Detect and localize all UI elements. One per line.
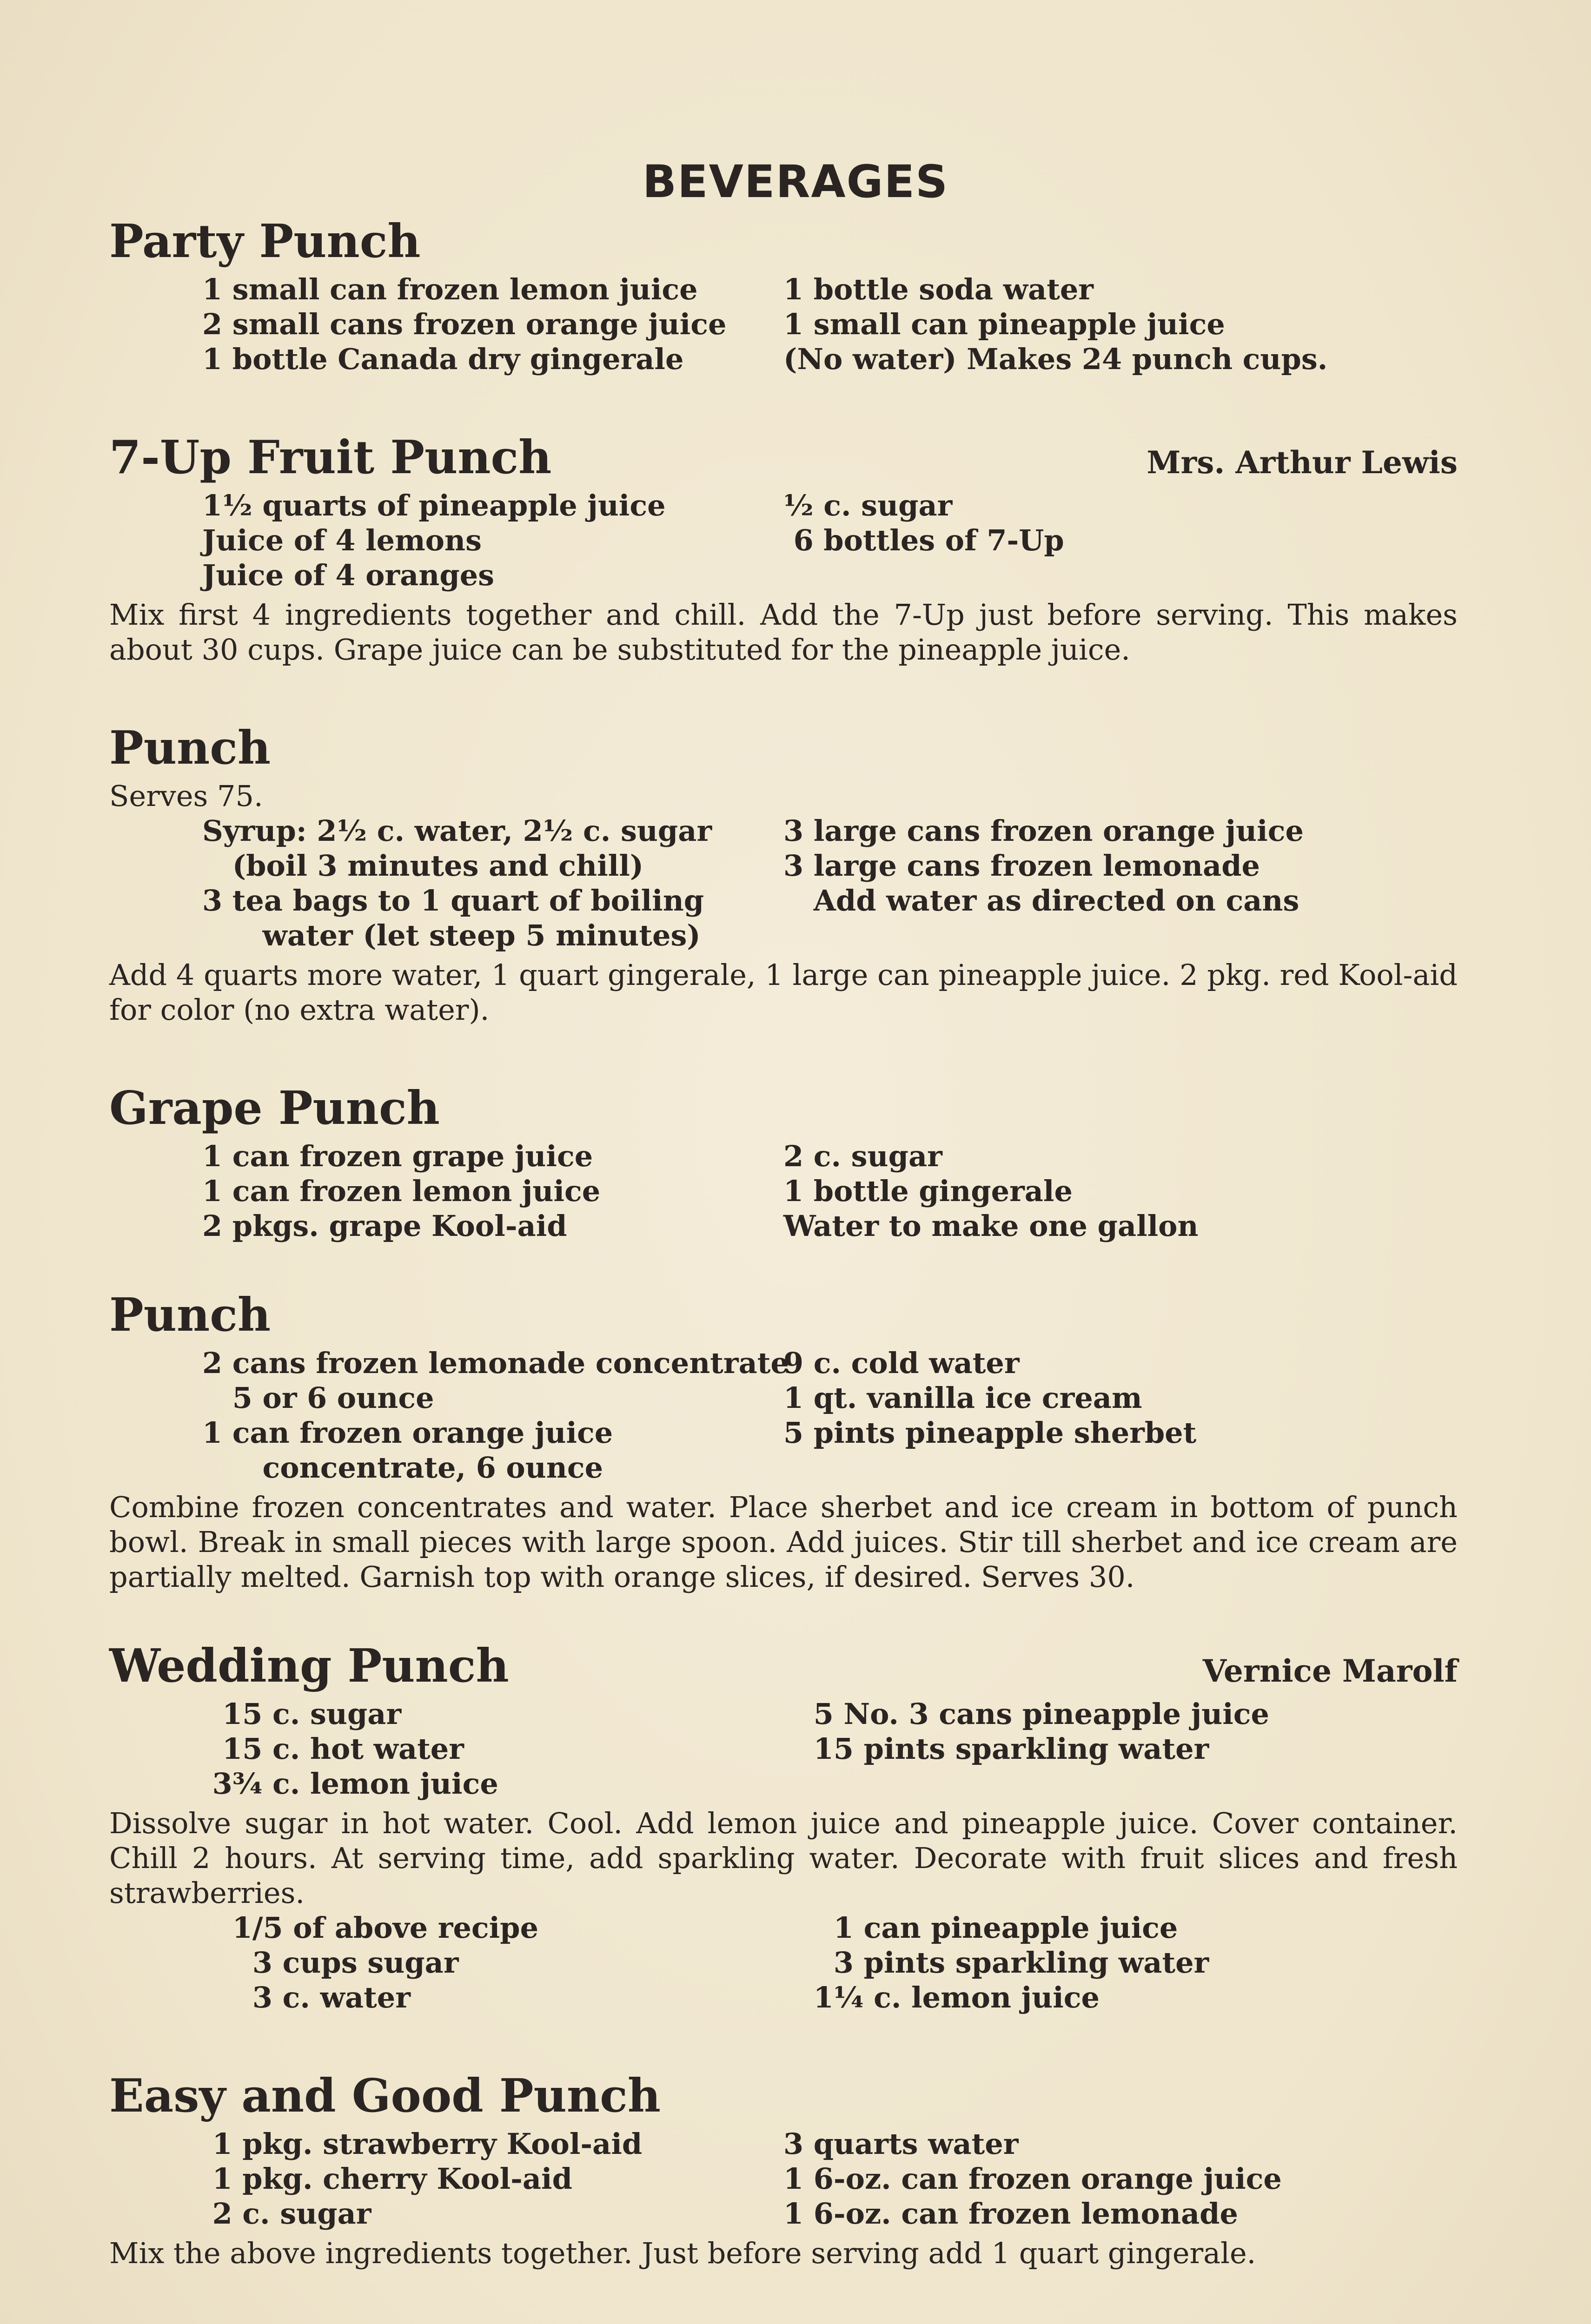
ingredient: 2 c. sugar bbox=[202, 2197, 371, 2231]
ingredient: 3 pints sparkling water bbox=[783, 1946, 1209, 1980]
recipe-title: Punch bbox=[109, 1288, 271, 1342]
recipe-directions: Combine frozen concentrates and water. Place sherbet and ice cream in bottom of punch bowl. Break in small pieces with large spoon. Add juices. Stir till sherbet and ice cream are partially melted. Garnish top with orange slices, if desired. Serves 30. bbox=[109, 1490, 1458, 1594]
recipe-title: 7-Up Fruit Punch bbox=[109, 431, 552, 484]
ingredient: 1 can frozen grape juice bbox=[202, 1139, 593, 1173]
ingredient: concentrate, 6 ounce bbox=[202, 1451, 603, 1485]
recipe-punch-serves-75 bbox=[109, 718, 1458, 1027]
ingredient: 3 tea bags to 1 quart of boiling bbox=[202, 884, 704, 918]
ingredient: Syrup: 2½ c. water, 2½ c. sugar bbox=[202, 814, 712, 848]
recipe-easy-and-good-punch bbox=[109, 2066, 1458, 2271]
ingredient: 9 c. cold water bbox=[783, 1346, 1020, 1380]
ingredient: 1 6-oz. can frozen orange juice bbox=[783, 2162, 1282, 2196]
ingredient: 1 can frozen orange juice bbox=[202, 1416, 613, 1450]
recipe-author: Vernice Marolf bbox=[1202, 1653, 1458, 1689]
ingredient: 15 c. sugar bbox=[202, 1697, 402, 1731]
ingredient: 2 c. sugar bbox=[783, 1139, 942, 1173]
ingredient: 5 or 6 ounce bbox=[202, 1381, 434, 1415]
ingredient: ½ c. sugar bbox=[783, 489, 953, 522]
ingredient: 3 c. water bbox=[202, 1981, 411, 2014]
ingredient: 1 bottle Canada dry gingerale bbox=[202, 342, 684, 376]
ingredient: water (let steep 5 minutes) bbox=[202, 918, 701, 952]
ingredient: 5 No. 3 cans pineapple juice bbox=[783, 1697, 1269, 1731]
recipe-list bbox=[109, 211, 1458, 2271]
recipe-party-punch bbox=[109, 211, 1458, 376]
ingredient: 1 qt. vanilla ice cream bbox=[783, 1381, 1142, 1415]
ingredient: Water to make one gallon bbox=[783, 1209, 1199, 1243]
ingredient: 1 bottle gingerale bbox=[783, 1174, 1073, 1208]
ingredient: (boil 3 minutes and chill) bbox=[202, 849, 644, 883]
recipe-directions: Mix the above ingredients together. Just before serving add 1 quart gingerale. bbox=[109, 2236, 1256, 2270]
ingredient: Juice of 4 lemons bbox=[202, 523, 482, 557]
ingredient: 1 small can pineapple juice bbox=[783, 307, 1225, 341]
recipe-directions: Dissolve sugar in hot water. Cool. Add lemon juice and pineapple juice. Cover container. Chill 2 hours. At serving time, add sparkling water. Decorate with fruit slices and fresh strawberries. bbox=[109, 1806, 1458, 1910]
recipe-directions: Add 4 quarts more water, 1 quart gingerale, 1 large can pineapple juice. 2 pkg. red Kool-aid for color (no extra water). bbox=[109, 958, 1458, 1027]
recipe-title: Easy and Good Punch bbox=[109, 2069, 661, 2123]
ingredient: 3 large cans frozen orange juice bbox=[783, 814, 1304, 848]
recipe-title: Grape Punch bbox=[109, 1082, 440, 1135]
ingredient: 1 pkg. cherry Kool-aid bbox=[202, 2162, 572, 2196]
recipe-punch-sherbet bbox=[109, 1285, 1458, 1594]
ingredient: Juice of 4 oranges bbox=[202, 558, 495, 592]
ingredient: 1 6-oz. can frozen lemonade bbox=[783, 2197, 1238, 2231]
section-heading: BEVERAGES bbox=[642, 156, 949, 208]
ingredient: 6 bottles of 7-Up bbox=[783, 523, 1064, 557]
ingredient: 1 can frozen lemon juice bbox=[202, 1174, 601, 1208]
ingredient: 1/5 of above recipe bbox=[202, 1911, 539, 1945]
ingredient-list bbox=[109, 1346, 1458, 1485]
ingredient: (No water) Makes 24 punch cups. bbox=[783, 342, 1328, 376]
ingredient-list bbox=[109, 1697, 1458, 1801]
ingredient: 3 cups sugar bbox=[202, 1946, 459, 1980]
ingredient-list bbox=[109, 272, 1458, 376]
ingredient: 15 c. hot water bbox=[202, 1732, 464, 1766]
ingredient: 3 quarts water bbox=[783, 2127, 1019, 2161]
ingredient-list bbox=[109, 813, 1458, 953]
recipe-7up-fruit-punch bbox=[109, 428, 1458, 667]
ingredient-list-reduced bbox=[109, 1910, 1458, 2015]
ingredient-list bbox=[109, 488, 1458, 593]
ingredient: 2 small cans frozen orange juice bbox=[202, 307, 727, 341]
ingredient: 1¼ c. lemon juice bbox=[783, 1981, 1100, 2014]
ingredient: 3 large cans frozen lemonade bbox=[783, 849, 1260, 883]
recipe-directions: Mix first 4 ingredients together and chill. Add the 7-Up just before serving. This makes about 30 cups. Grape juice can be substituted for the pineapple juice. bbox=[109, 598, 1458, 667]
ingredient: 3¾ c. lemon juice bbox=[202, 1767, 498, 1801]
ingredient: 15 pints sparkling water bbox=[783, 1732, 1209, 1766]
recipe-author: Mrs. Arthur Lewis bbox=[1147, 444, 1458, 481]
recipe-servings: Serves 75. bbox=[109, 779, 263, 813]
recipe-wedding-punch bbox=[109, 1636, 1458, 2015]
recipe-title: Party Punch bbox=[109, 215, 421, 268]
recipe-title: Punch bbox=[109, 721, 271, 775]
ingredient-list bbox=[109, 1139, 1458, 1243]
recipe-grape-punch bbox=[109, 1078, 1458, 1243]
ingredient: 1½ quarts of pineapple juice bbox=[202, 489, 666, 522]
ingredient: 2 cans frozen lemonade concentrate bbox=[202, 1346, 789, 1380]
ingredient-list bbox=[109, 2126, 1458, 2231]
ingredient: 2 pkgs. grape Kool-aid bbox=[202, 1209, 567, 1243]
ingredient: 1 can pineapple juice bbox=[783, 1911, 1178, 1945]
ingredient: 1 small can frozen lemon juice bbox=[202, 272, 698, 306]
ingredient: 1 bottle soda water bbox=[783, 272, 1094, 306]
ingredient: Add water as directed on cans bbox=[783, 884, 1299, 918]
recipe-title: Wedding Punch bbox=[109, 1639, 509, 1693]
ingredient: 5 pints pineapple sherbet bbox=[783, 1416, 1197, 1450]
ingredient: 1 pkg. strawberry Kool-aid bbox=[202, 2127, 643, 2161]
